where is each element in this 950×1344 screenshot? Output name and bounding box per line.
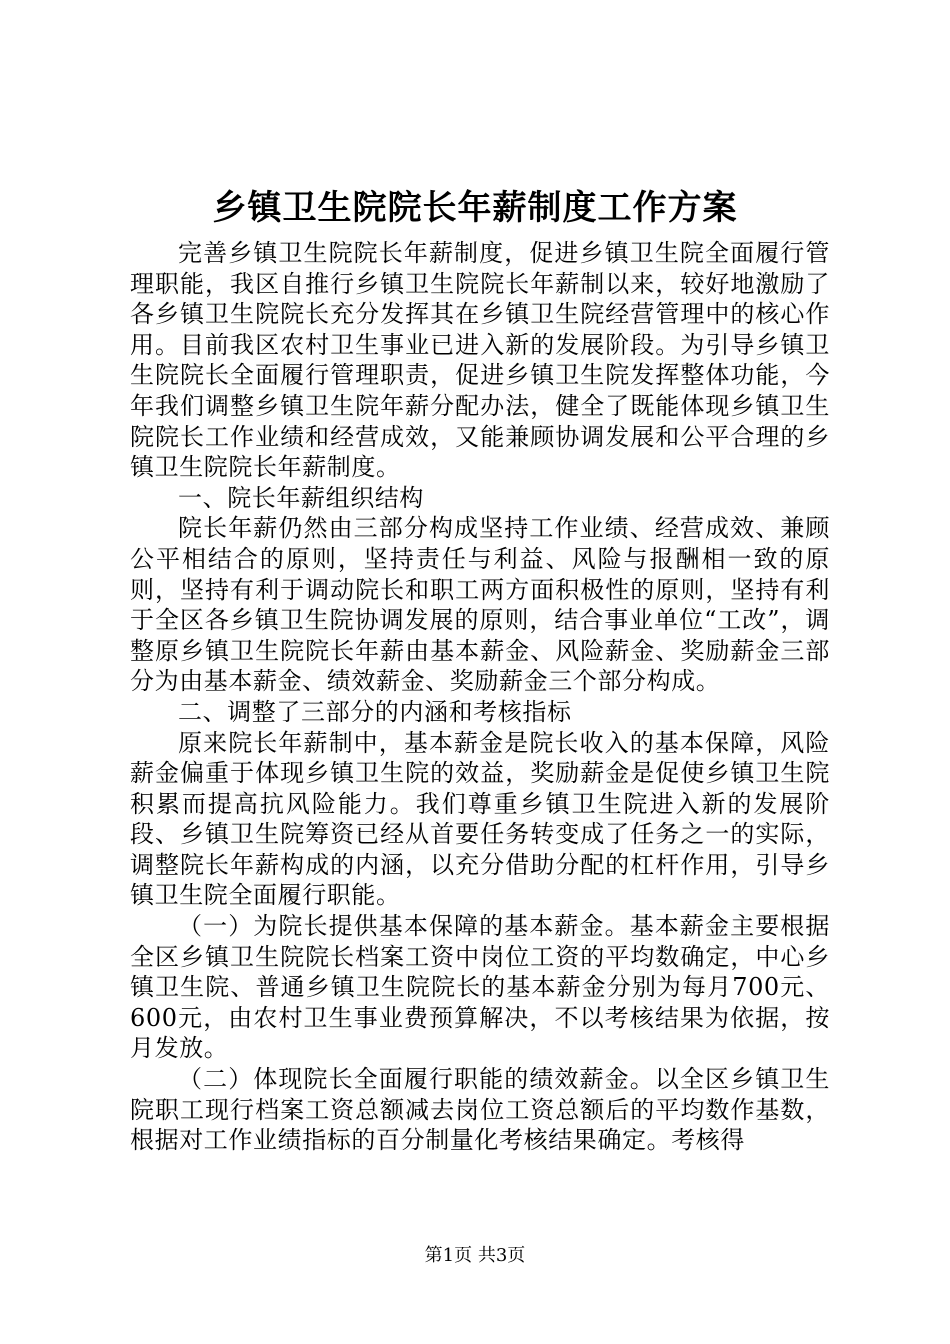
paragraph-intro: 完善乡镇卫生院院长年薪制度，促进乡镇卫生院全面履行管理职能，我区自推行乡镇卫生院院长年薪制以来，较好地激励了各乡镇卫生院院长充分发挥其在乡镇卫生院经营管理中的核心作用。目前我区农村卫生事业已进入新的发展阶段。为引导乡镇卫生院院长全面履行管理职责，促进乡镇卫生院发挥整体功能，今年我们调整乡镇卫生院年薪分配办法，健全了既能体现乡镇卫生院院长工作业绩和经营成效，又能兼顾协调发展和公平合理的乡镇卫生院院长年薪制度。 (130, 239, 830, 482)
paragraph-adjustment: 原来院长年薪制中，基本薪金是院长收入的基本保障，风险薪金偏重于体现乡镇卫生院的效益，奖励薪金是促使乡镇卫生院积累而提高抗风险能力。我们尊重乡镇卫生院进入新的发展阶段、乡镇卫生院筹资已经从首要任务转变成了任务之一的实际，调整院长年薪构成的内涵，以充分借助分配的杠杆作用，引导乡镇卫生院全面履行职能。 (130, 728, 830, 910)
paragraph-basic-salary: （一）为院长提供基本保障的基本薪金。基本薪金主要根据全区乡镇卫生院院长档案工资中岗位工资的平均数确定，中心乡镇卫生院、普通乡镇卫生院院长的基本薪金分别为每月700元、600元，由农村卫生事业费预算解决，不以考核结果为依据，按月发放。 (130, 912, 830, 1063)
document-title: 乡镇卫生院院长年薪制度工作方案 (212, 188, 738, 228)
document-body (130, 238, 830, 1156)
paragraph-performance-salary: （二）体现院长全面履行职能的绩效薪金。以全区乡镇卫生院职工现行档案工资总额减去岗位工资总额后的平均数作基数，根据对工作业绩指标的百分制量化考核结果确定。考核得 (130, 1065, 830, 1155)
page-number: 第1页 共3页 (424, 1245, 526, 1266)
section-heading-2: 二、调整了三部分的内涵和考核指标 (178, 697, 572, 726)
section-heading-1: 一、院长年薪组织结构 (178, 483, 424, 512)
paragraph-structure: 院长年薪仍然由三部分构成坚持工作业绩、经营成效、兼顾公平相结合的原则，坚持责任与利益、风险与报酬相一致的原则，坚持有利于调动院长和职工两方面积极性的原则，坚持有利于全区各乡镇卫生院协调发展的原则，结合事业单位“工改”，调整原乡镇卫生院院长年薪由基本薪金、风险薪金、奖励薪金三部分为由基本薪金、绩效薪金、奖励薪金三个部分构成。 (130, 514, 830, 696)
